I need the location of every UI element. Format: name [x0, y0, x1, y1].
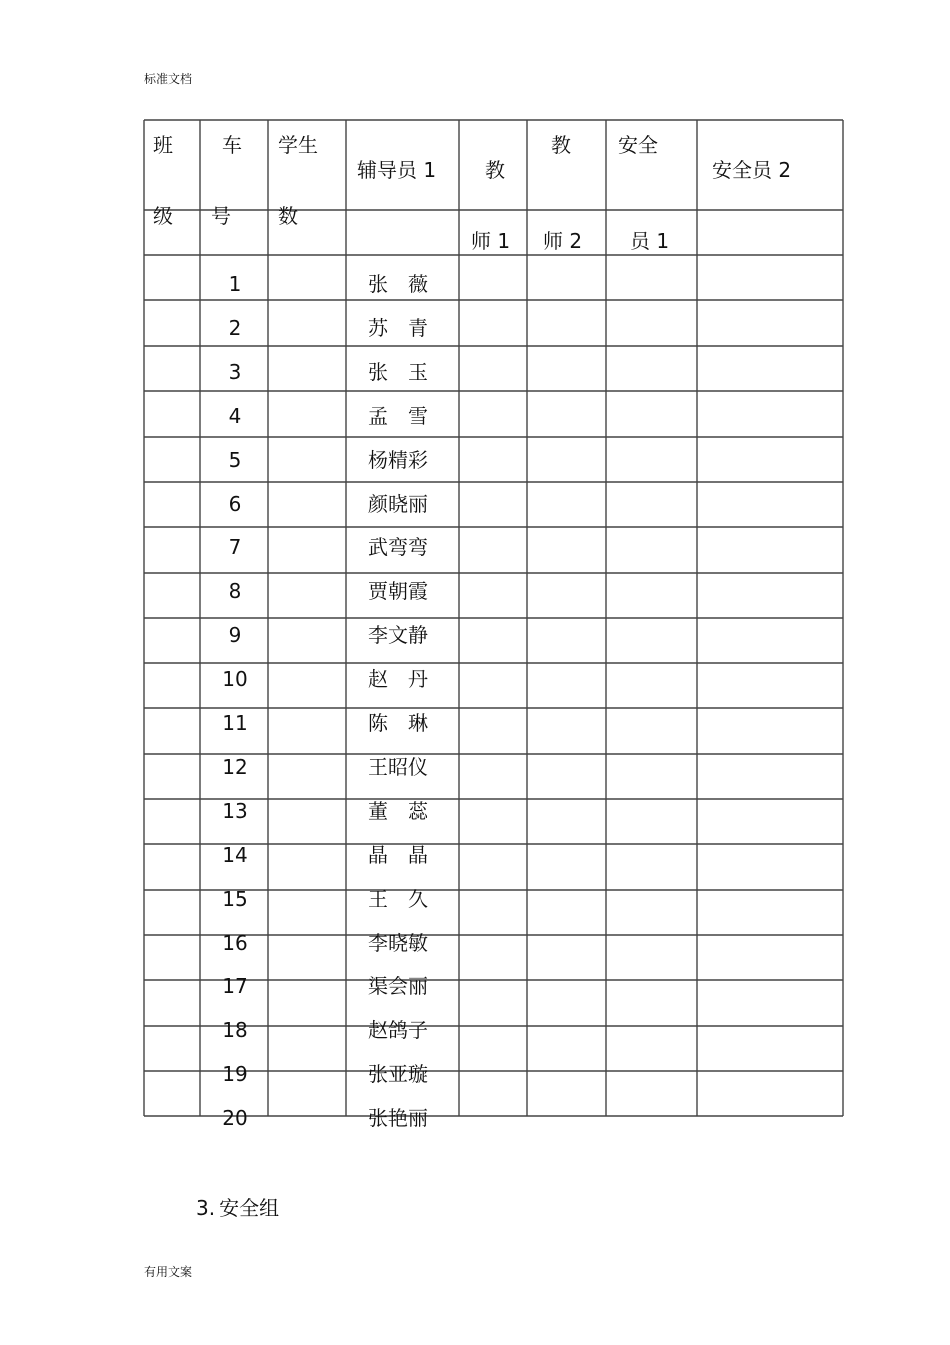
page-footer: 有用文案 [144, 1265, 193, 1279]
car-number: 8 [228, 579, 242, 603]
counselor-name: 赵鸽子 [368, 1018, 428, 1042]
header-ban: 班 [153, 133, 173, 157]
counselor-name: 晶 晶 [368, 843, 428, 867]
car-number: 16 [222, 931, 248, 955]
car-number: 3 [228, 360, 242, 384]
counselor-name: 杨精彩 [368, 448, 428, 472]
car-number: 9 [228, 623, 242, 647]
header-hao: 号 [211, 204, 231, 228]
car-number: 15 [222, 887, 248, 911]
counselor-name: 李晓敏 [368, 931, 428, 955]
car-number: 5 [228, 448, 242, 472]
counselor-name: 孟 雪 [368, 404, 428, 428]
car-number: 1 [228, 272, 242, 296]
header-fudaoyuan: 辅导员 1 [357, 158, 437, 182]
car-number: 4 [228, 404, 242, 428]
header-jiao2-bottom: 师 2 [543, 229, 583, 253]
counselor-name: 渠会丽 [368, 974, 428, 998]
page-header: 标准文档 [144, 72, 193, 86]
car-number: 6 [228, 492, 242, 516]
counselor-name: 陈 琳 [368, 711, 428, 735]
counselor-name: 武弯弯 [368, 535, 428, 559]
counselor-name: 张艳丽 [368, 1106, 428, 1130]
counselor-name: 颜晓丽 [368, 492, 428, 516]
header-jiao2-top: 教 [551, 133, 571, 157]
counselor-name: 赵 丹 [368, 667, 428, 691]
header-che: 车 [222, 133, 242, 157]
car-number: 19 [222, 1062, 248, 1086]
section-title: 安全组 [219, 1196, 280, 1220]
header-shu: 数 [278, 204, 298, 228]
counselor-name: 董 蕊 [368, 799, 428, 823]
header-jiao1-bottom: 师 1 [471, 229, 511, 253]
header-anquan1-bottom: 员 1 [630, 229, 670, 253]
car-number: 2 [228, 316, 242, 340]
counselor-name: 王 久 [368, 887, 428, 911]
header-xuesheng: 学生 [278, 133, 318, 157]
car-number: 7 [228, 535, 242, 559]
header-anquan1-top: 安全 [618, 133, 658, 157]
car-number: 17 [222, 974, 248, 998]
counselor-name: 贾朝霞 [368, 579, 428, 603]
counselor-name: 李文静 [368, 623, 428, 647]
car-number: 10 [222, 667, 248, 691]
car-number: 18 [222, 1018, 248, 1042]
counselor-name: 王昭仪 [368, 755, 428, 779]
counselor-name: 张亚璇 [368, 1062, 428, 1086]
header-jiao1-top: 教 [485, 158, 505, 182]
car-number: 12 [222, 755, 248, 779]
header-anquan2: 安全员 2 [712, 158, 792, 182]
car-number: 13 [222, 799, 248, 823]
counselor-name: 苏 青 [368, 316, 428, 340]
car-number: 14 [222, 843, 248, 867]
counselor-name: 张 玉 [368, 360, 428, 384]
section-number: 3. [196, 1196, 216, 1220]
car-number: 11 [222, 711, 248, 735]
header-ji: 级 [153, 204, 173, 228]
section-heading [196, 1192, 279, 1221]
car-number: 20 [222, 1106, 248, 1130]
counselor-name: 张 薇 [368, 272, 428, 296]
